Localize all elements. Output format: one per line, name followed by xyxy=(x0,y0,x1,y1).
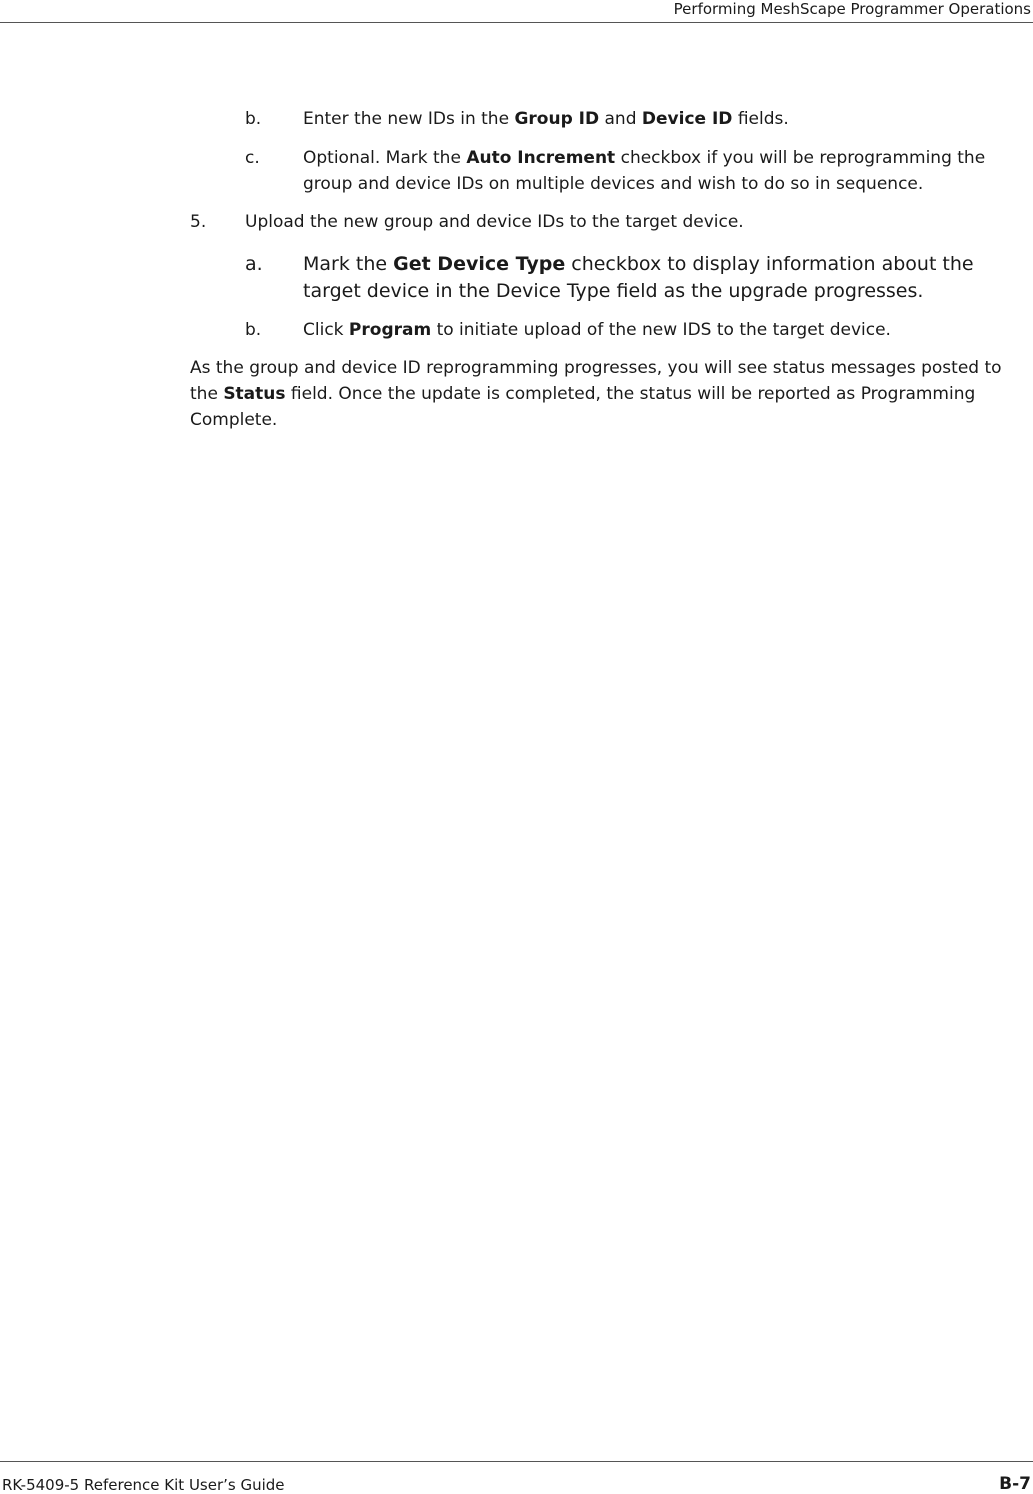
device-id-label: Device ID xyxy=(641,109,733,129)
step-text-part: Click xyxy=(303,320,349,340)
paragraph-text-part: field. Once the update is completed, the status will be reported as Programming Complete. xyxy=(190,384,976,430)
step-marker: b. xyxy=(245,320,262,340)
group-id-label: Group ID xyxy=(514,109,600,129)
status-paragraph xyxy=(190,355,1030,433)
step-text-part: Optional. Mark the xyxy=(303,148,467,168)
step-text-part: and xyxy=(599,109,642,129)
step-marker: c. xyxy=(245,148,260,168)
paragraph-text-part: As the group and device ID reprogramming progresses, you will see status messages posted to the xyxy=(190,358,1002,404)
step-text-part: checkbox if you will be reprogramming the group and device IDs on multiple devices and wish to do so in sequence. xyxy=(303,148,986,194)
step-5-upload xyxy=(190,209,1030,235)
program-label: Program xyxy=(348,320,432,340)
step-marker: 5. xyxy=(190,212,207,232)
step-text xyxy=(303,106,1030,132)
step-b-click-program xyxy=(245,317,1030,343)
step-text xyxy=(303,317,1030,343)
step-marker: b. xyxy=(245,109,262,129)
get-device-type-label: Get Device Type xyxy=(393,253,566,275)
step-text xyxy=(303,251,1030,305)
step-text-part: Mark the xyxy=(303,253,394,275)
step-text: Upload the new group and device IDs to the target device. xyxy=(245,212,744,232)
page-number: B-7 xyxy=(999,1474,1031,1494)
step-c-auto-increment xyxy=(245,145,1030,197)
step-marker: a. xyxy=(245,253,263,275)
footer-doc-title: RK-5409-5 Reference Kit User’s Guide xyxy=(2,1476,285,1494)
footer-divider xyxy=(0,1461,1033,1462)
step-text-part: fields. xyxy=(732,109,789,129)
step-a-get-device-type xyxy=(245,251,1030,305)
running-header: Performing MeshScape Programmer Operations xyxy=(673,0,1031,18)
auto-increment-label: Auto Increment xyxy=(466,148,616,168)
step-text-part: to initiate upload of the new IDS to the target device. xyxy=(431,320,891,340)
step-b-enter-ids xyxy=(245,106,1030,132)
header-divider xyxy=(0,22,1033,23)
step-text xyxy=(303,145,1030,197)
step-text-part: Enter the new IDs in the xyxy=(303,109,515,129)
step-text-part: checkbox to display information about the target device in the Device Type field as the upgrade progresses. xyxy=(303,253,974,302)
status-label: Status xyxy=(223,384,286,404)
